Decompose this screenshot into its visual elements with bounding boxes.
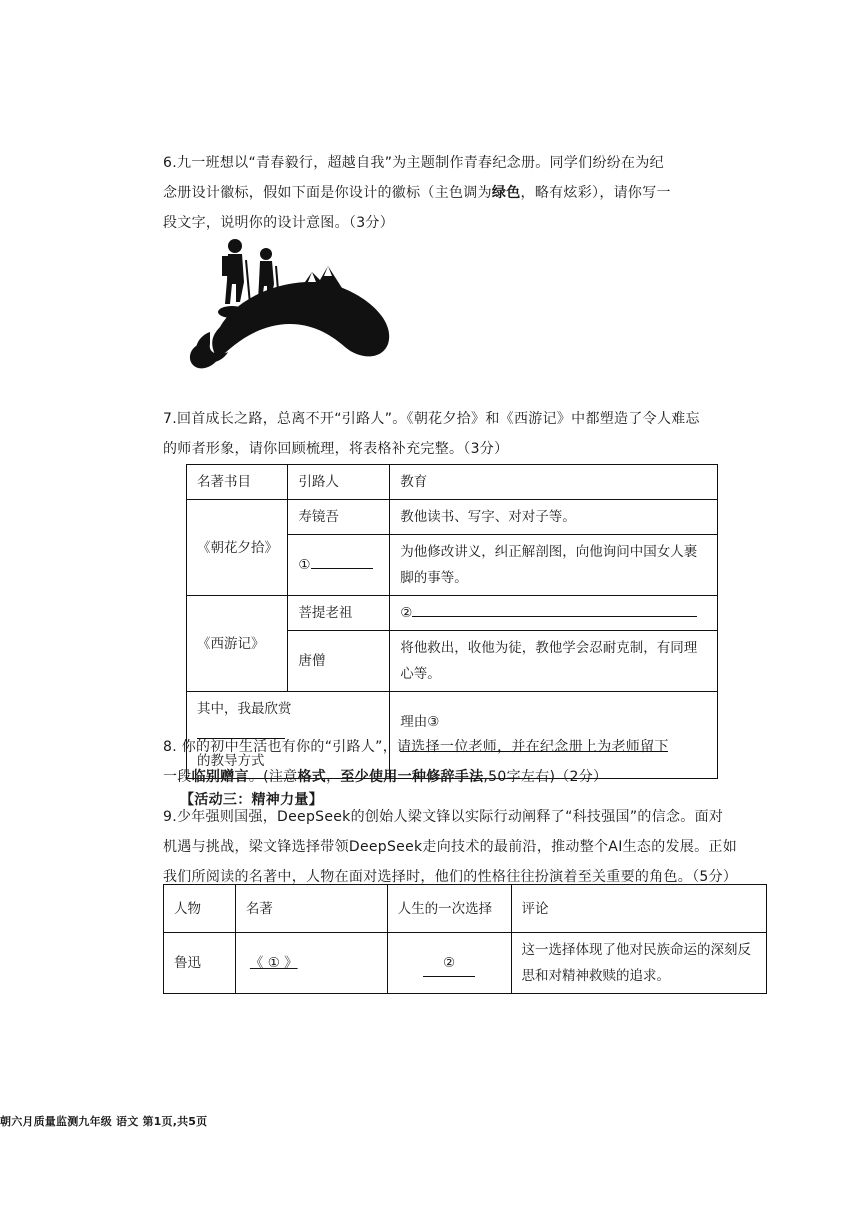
q8-mid2: ， bbox=[326, 769, 341, 785]
fill-blank-1[interactable] bbox=[311, 552, 373, 569]
header-comment: 评论 bbox=[511, 885, 767, 933]
q8-post: ,50字左右)（2分） bbox=[483, 769, 608, 785]
header-book: 名著书目 bbox=[187, 465, 288, 500]
q8-mid: 。(注意 bbox=[248, 769, 298, 785]
fill-blank-2[interactable] bbox=[412, 600, 697, 617]
mentor-blank-1[interactable] bbox=[288, 535, 390, 596]
blank-marker-1: ① bbox=[298, 557, 311, 573]
page-footer: 朝六月质量监测九年级 语文 第1页,共5页 bbox=[0, 1115, 208, 1128]
question-8 bbox=[163, 732, 723, 792]
q8-bold-format: 格式 bbox=[297, 769, 327, 785]
mentor-puti: 菩提老祖 bbox=[288, 596, 390, 631]
mentor-tangseng: 唐僧 bbox=[288, 631, 390, 692]
favorite-label-2: 的教导方式 bbox=[197, 753, 265, 769]
q6-line2-pre: 念册设计徽标，假如下面是你设计的徽标（主色调为 bbox=[163, 185, 492, 201]
q8-bold-farewell: 临别赠言 bbox=[191, 769, 249, 785]
question-9 bbox=[163, 802, 743, 892]
reason-label: 理由③ bbox=[400, 714, 440, 730]
question-7 bbox=[163, 404, 723, 464]
header-choice: 人生的一次选择 bbox=[387, 885, 511, 933]
q9-line2: 机遇与挑战，梁文锋选择带领DeepSeek走向技术的最前沿，推动整个AI生态的发展。正如 bbox=[163, 839, 738, 855]
q7-line1: 7.回首成长之路，总离不开“引路人”。《朝花夕拾》和《西游记》中都塑造了令人难忘 bbox=[163, 411, 700, 427]
header-mentor: 引路人 bbox=[288, 465, 390, 500]
q6-line1: 6.九一班想以“青春毅行，超越自我”为主题制作青春纪念册。同学们纷纷在为纪 bbox=[163, 155, 664, 171]
choice-table bbox=[163, 884, 767, 994]
q6-line2-post: ，略有炫彩），请你写一 bbox=[520, 185, 671, 201]
edu-shou: 教他读书、写字、对对子等。 bbox=[390, 500, 718, 535]
mentor-shou: 寿镜吾 bbox=[288, 500, 390, 535]
question-6 bbox=[163, 148, 723, 238]
q6-bold-green: 绿色 bbox=[491, 185, 521, 201]
edu-blank-2[interactable] bbox=[390, 596, 718, 631]
book-zhaohua: 《朝花夕拾》 bbox=[187, 500, 288, 596]
header-person: 人物 bbox=[164, 885, 236, 933]
person-luxun: 鲁迅 bbox=[164, 933, 236, 994]
favorite-label-1: 其中，我最欣赏 bbox=[197, 701, 292, 717]
q6-line3: 段文字，说明你的设计意图。（3分） bbox=[163, 215, 395, 231]
q9-line3: 我们所阅读的名著中，人物在面对选择时，他们的性格往往扮演着至关重要的角色。（5分） bbox=[163, 869, 738, 885]
choice-blank-marker: ② bbox=[423, 950, 475, 977]
q8-line2 bbox=[163, 762, 723, 792]
q8-bold-rhetoric: 至少使用一种修辞手法 bbox=[340, 769, 484, 785]
q8-pre: 一段 bbox=[163, 769, 192, 785]
header-education: 教育 bbox=[390, 465, 718, 500]
book-blank-marker: 《 ① 》 bbox=[249, 955, 298, 971]
edu-fujino: 为他修改讲义，纠正解剖图，向他询问中国女人裹脚的事等。 bbox=[390, 535, 718, 596]
activity-3-heading: 【活动三：精神力量】 bbox=[180, 792, 323, 808]
edu-tangseng: 将他救出，收他为徒，教他学会忍耐克制，有同理心等。 bbox=[390, 631, 718, 692]
q9-line1: 9.少年强则国强，DeepSeek的创始人梁文锋以实际行动阐释了“科技强国”的信念。面对 bbox=[163, 809, 724, 825]
book-xiyouji: 《西游记》 bbox=[187, 596, 288, 692]
book-blank[interactable] bbox=[235, 933, 387, 994]
comment-cell: 这一选择体现了他对民族命运的深刻反思和对精神救赎的追求。 bbox=[511, 933, 767, 994]
q8-line1: 8. 你的初中生活也有你的“引路人”，请选择一位老师，并在纪念册上为老师留下 bbox=[163, 739, 669, 755]
q7-line2: 的师者形象，请你回顾梳理，将表格补充完整。（3分） bbox=[163, 441, 509, 457]
header-book: 名著 bbox=[235, 885, 387, 933]
hikers-mountain-logo bbox=[180, 232, 410, 372]
blank-marker-2: ② bbox=[400, 605, 413, 621]
choice-blank[interactable] bbox=[387, 933, 511, 994]
q6-line2 bbox=[163, 178, 723, 208]
